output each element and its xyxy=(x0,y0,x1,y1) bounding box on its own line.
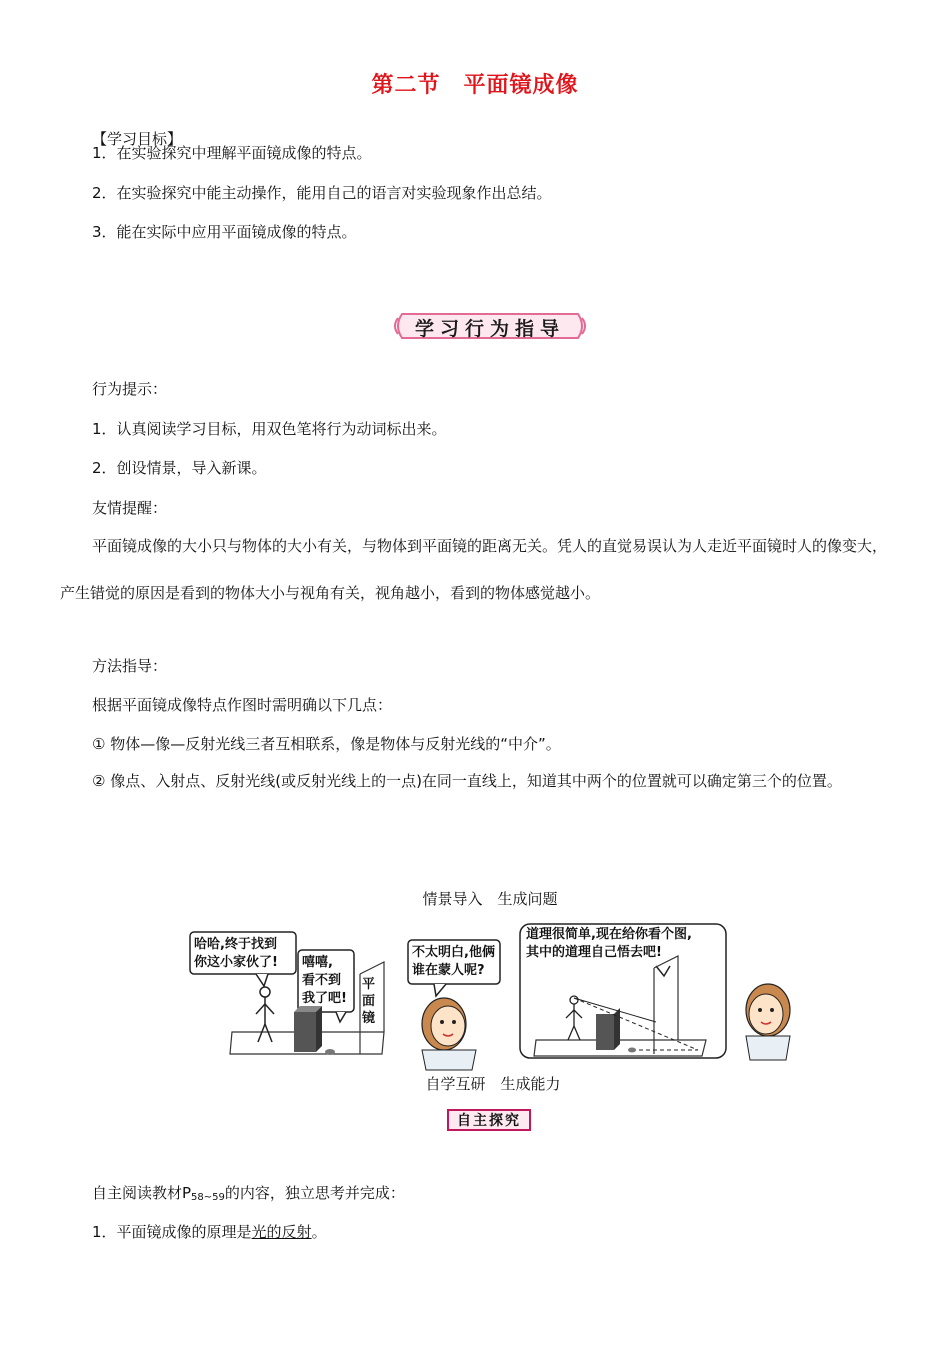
mirror-label-3: 镜 xyxy=(362,1011,376,1026)
scene-caption-bottom: 自学互研 生成能力 xyxy=(425,1075,561,1093)
method-point-1: ① 物体—像—反射光线三者互相联系，像是物体与反射光线的“中介”。 xyxy=(92,735,561,753)
tip-item-1: 1．认真阅读学习目标，用双色笔将行为动词标出来。 xyxy=(92,420,447,438)
banner-text: 学习行为指导 xyxy=(414,318,565,340)
section-stamp xyxy=(447,1109,531,1131)
mirror-label-1: 平 xyxy=(362,977,376,992)
bubble-2 xyxy=(302,954,347,1008)
section-banner xyxy=(392,310,588,342)
bubble-3-line-2: 谁在蒙人呢? xyxy=(412,963,485,978)
question-1 xyxy=(92,1221,327,1242)
reminder-heading: 友情提醒： xyxy=(92,499,168,517)
question-1-text: 1．平面镜成像的原理是 xyxy=(92,1223,252,1241)
self-study-intro-pre: 自主阅读教材P xyxy=(92,1184,192,1202)
bubble-2-line-1: 嘻嘻, xyxy=(302,955,333,970)
mirror-label xyxy=(362,976,375,1027)
bubble-1-line-2: 你这小家伙了! xyxy=(194,955,278,970)
tip-item-2: 2．创设情景，导入新课。 xyxy=(92,459,267,477)
method-intro: 根据平面镜成像特点作图时需明确以下几点： xyxy=(92,696,393,714)
tips-heading: 行为提示： xyxy=(92,380,168,398)
bubble-4 xyxy=(526,926,692,962)
question-1-end: 。 xyxy=(311,1223,327,1241)
bubble-2-line-2: 看不到 xyxy=(302,973,342,988)
question-1-answer: 光的反射 xyxy=(251,1223,312,1241)
scene-caption-top: 情景导入 生成问题 xyxy=(422,890,558,908)
stamp-text: 自主探究 xyxy=(457,1113,521,1129)
page-title: 第二节 平面镜成像 xyxy=(371,73,579,98)
comic-drawing xyxy=(186,914,806,1074)
objective-item-2: 2．在实验探究中能主动操作，能用自己的语言对实验现象作出总结。 xyxy=(92,184,552,202)
bubble-1 xyxy=(194,936,278,972)
mirror-label-2: 面 xyxy=(362,994,376,1009)
self-study-intro-pages: 58~59 xyxy=(191,1192,225,1203)
self-study-intro xyxy=(92,1182,405,1203)
scene-illustration xyxy=(186,914,806,1074)
method-heading: 方法指导： xyxy=(92,657,168,675)
objective-item-3: 3．能在实际中应用平面镜成像的特点。 xyxy=(92,223,357,241)
bubble-4-line-2: 其中的道理自己悟去吧! xyxy=(526,945,662,960)
reminder-paragraph: 平面镜成像的大小只与物体的大小有关，与物体到平面镜的距离无关。凭人的直觉易误认为人走近平面镜时人的像变大，产生错觉的原因是看到的物体大小与视角有关，视角越小，看到的物体感觉越小。 xyxy=(60,537,888,602)
bubble-3-line-1: 不太明白,他俩 xyxy=(412,945,495,960)
bubble-1-line-1: 哈哈,终于找到 xyxy=(194,937,277,952)
bubble-4-line-1: 道理很简单,现在给你看个图, xyxy=(526,927,692,942)
bubble-2-line-3: 我了吧! xyxy=(302,991,347,1006)
objectives-heading: 【学习目标】 xyxy=(92,130,183,148)
self-study-intro-post: 的内容，独立思考并完成： xyxy=(224,1184,405,1202)
objective-item-1: 1．在实验探究中理解平面镜成像的特点。 xyxy=(92,144,372,162)
bubble-3 xyxy=(412,944,495,980)
method-point-2: ② 像点、入射点、反射光线(或反射光线上的一点)在同一直线上，知道其中两个的位置就可以确定第三个的位置。 xyxy=(92,772,842,790)
